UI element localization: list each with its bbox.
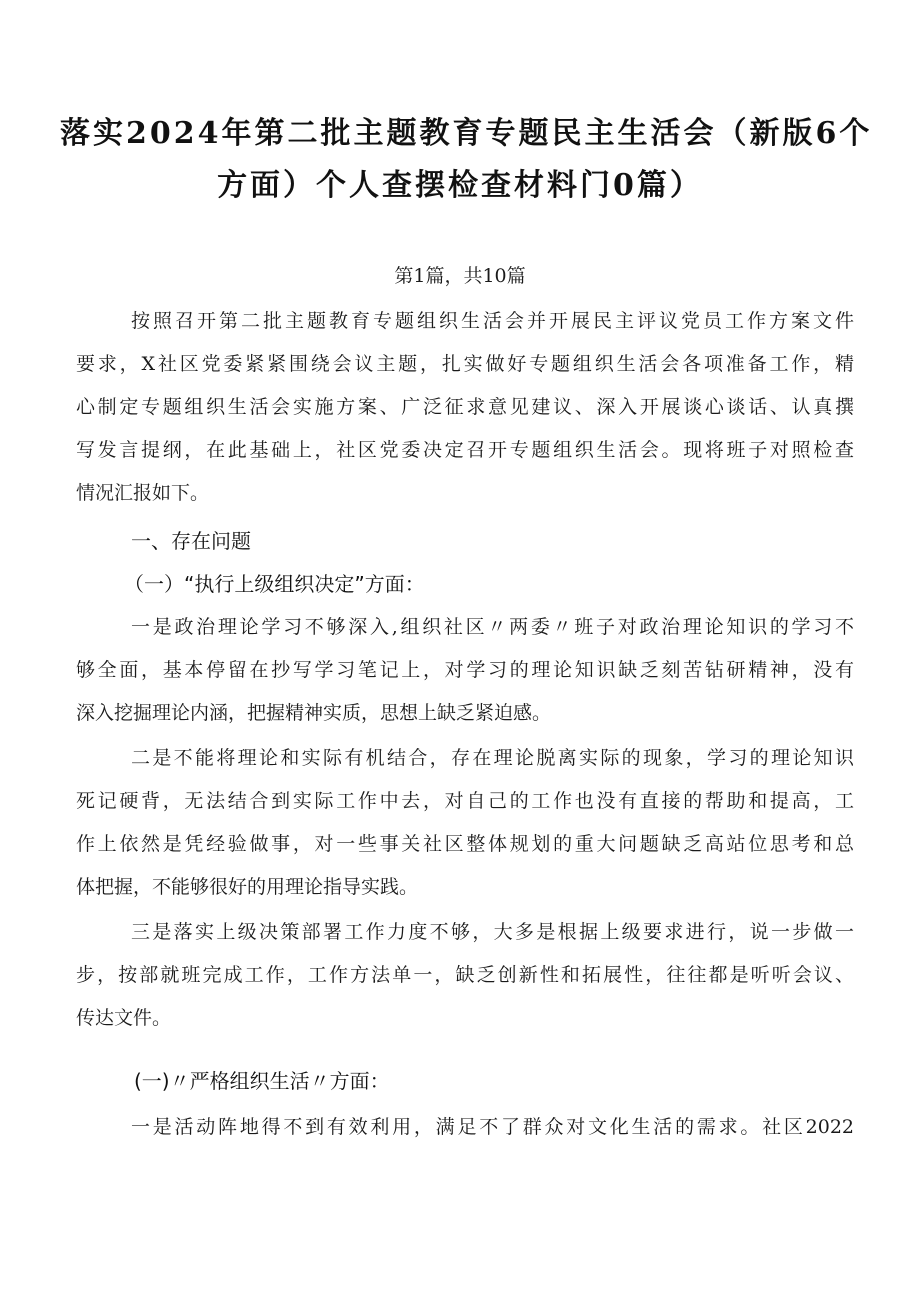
intro-paragraph <box>76 300 854 515</box>
text-line: 作上依然是凭经验做事，对一些事关社区整体规划的重大问题缺乏高站位思考和总 <box>76 833 854 855</box>
text-line: 一是政治理论学习不够深入,组织社区〃两委〃班子对政治理论知识的学习不 <box>131 616 854 638</box>
text-line: 二是不能将理论和实际有机结合，存在理论脱离实际的现象，学习的理论知识 <box>131 747 854 769</box>
text-line: 体把握，不能够很好的用理论指导实践。 <box>76 876 419 898</box>
text-line: 一是活动阵地得不到有效利用，满足不了群众对文化生活的需求。社区2022 <box>131 1116 854 1138</box>
point-paragraph <box>76 1106 854 1149</box>
title-line: 落实2024年第二批主题教育专题民主生活会（新版6个 <box>60 116 873 151</box>
text-line: 写发言提纲，在此基础上，社区党委决定召开专题组织生活会。现将班子对照检查 <box>76 439 854 461</box>
document-title <box>60 108 873 212</box>
point-paragraph <box>76 606 854 735</box>
point-paragraph <box>76 911 854 1040</box>
text-line: 深入挖掘理论内涵，把握精神实质，思想上缺乏紧迫感。 <box>76 702 552 724</box>
text-line: 心制定专题组织生活会实施方案、广泛征求意见建议、深入开展谈心谈话、认真撰 <box>76 396 854 418</box>
title-line: 方面）个人查摆检查材料门0篇） <box>217 168 703 203</box>
section-heading: 一、存在问题 <box>131 529 251 553</box>
text-line: 按照召开第二批主题教育专题组织生活会并开展民主评议党员工作方案文件 <box>131 310 854 332</box>
subsection-heading: （一）“执行上级组织决定”方面： <box>124 572 425 596</box>
text-line: 够全面，基本停留在抄写学习笔记上，对学习的理论知识缺乏刻苦钻研精神，没有 <box>76 659 854 681</box>
subsection-heading: (一)〃严格组织生活〃方面： <box>134 1069 390 1093</box>
part-label: 第1篇，共10篇 <box>394 265 526 287</box>
text-line: 要求，X社区党委紧紧围绕会议主题，扎实做好专题组织生活会各项准备工作，精 <box>76 353 854 375</box>
text-line: 步，按部就班完成工作，工作方法单一，缺乏创新性和拓展性，往往都是听听会议、 <box>76 964 854 986</box>
text-line: 传达文件。 <box>76 1007 172 1029</box>
point-paragraph <box>76 737 854 909</box>
text-line: 情况汇报如下。 <box>76 482 210 504</box>
text-line: 死记硬背，无法结合到实际工作中去，对自己的工作也没有直接的帮助和提高，工 <box>76 790 854 812</box>
text-line: 三是落实上级决策部署工作力度不够，大多是根据上级要求进行，说一步做一 <box>131 921 854 943</box>
